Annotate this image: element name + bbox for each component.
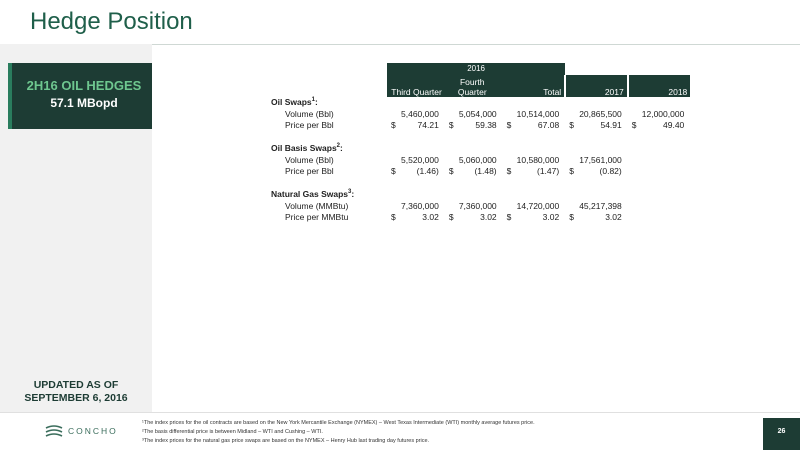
table-cell: 59.38 [475,120,497,131]
header-2017: 2017 [565,75,628,97]
currency-symbol [387,154,401,166]
currency-symbol: $ [569,212,574,223]
header-third-quarter: Third Quarter [387,75,445,97]
currency-symbol [445,200,459,212]
table-cell: 3.02 [422,212,439,223]
currency-symbol: $ [506,120,512,131]
header-2018: 2018 [628,75,691,97]
table-cell [642,154,691,166]
table-cell: 7,360,000 [458,200,497,211]
currency-symbol [628,212,642,224]
concho-logo-text: CONCHO [68,426,118,436]
table-cell: 3.02 [542,212,560,223]
section-label-colon: : [314,97,318,108]
section-spacer [263,177,690,189]
page-title: Hedge Position [30,8,193,35]
section-label-text: Oil Swaps [271,97,312,108]
table-cell [642,200,691,212]
section-header-row [263,97,690,109]
header-fourth-line1: Fourth [459,76,485,87]
currency-symbol [445,154,459,166]
section-footnote-marker: 2 [336,143,341,150]
currency-symbol [628,200,642,212]
table-row [263,166,690,178]
table-cell: 67.08 [537,120,560,131]
table-row [263,212,690,224]
updated-line-2: SEPTEMBER 6, 2016 [24,392,128,404]
table-cell: 5,520,000 [401,154,439,165]
table-cell: 74.21 [417,120,439,131]
concho-logo [44,424,124,440]
row-label: Volume (Bbl) [285,154,334,165]
currency-symbol [503,200,517,212]
updated-line-1: UPDATED AS OF [33,379,119,391]
table-body [263,97,690,224]
table-cell: 5,060,000 [458,154,497,165]
section-label [263,97,690,109]
hedge-summary-title: 2H16 OIL HEDGES [26,78,142,93]
section-label-text: Natural Gas Swaps [271,189,349,200]
section-label-text: Oil Basis Swaps [271,143,337,154]
table-cell: 45,217,398 [579,200,622,211]
section-label-colon: : [351,189,355,200]
header-total: Total [503,75,566,97]
header-year-row [263,63,690,75]
row-label: Price per MMBtu [285,212,349,223]
table-cell: 20,865,500 [579,108,622,119]
currency-symbol: $ [448,166,454,177]
section-label-colon: : [340,143,343,154]
table-cell: 14,720,000 [516,200,560,211]
currency-symbol [628,154,642,166]
table-cell: (0.82) [599,166,622,177]
currency-symbol: $ [506,212,512,223]
section-label [263,143,690,155]
header-fourth-quarter [445,75,503,97]
table-cell: 3.02 [480,212,497,223]
row-label: Volume (Bbl) [285,108,334,119]
section-footnote-marker: 3 [348,189,352,196]
table-row [263,120,690,132]
currency-symbol: $ [506,166,512,177]
currency-symbol [628,166,642,178]
header-fourth-line2: Quarter [457,86,487,97]
table-cell: 5,054,000 [458,108,497,119]
footnotes [142,419,742,446]
table-cell: 54.91 [600,120,622,131]
table-cell: (1.46) [416,166,439,177]
updated-date-note [0,379,152,405]
table-cell: 10,514,000 [516,108,560,119]
currency-symbol: $ [391,120,396,131]
table-cell: 5,460,000 [401,108,439,119]
header-year-2016: 2016 [387,63,565,75]
page-number: 26 [763,418,800,450]
currency-symbol [445,108,459,120]
currency-symbol: $ [631,120,637,131]
currency-symbol [387,108,401,120]
currency-symbol [565,108,579,120]
table-cell: 10,580,000 [516,154,560,165]
currency-symbol: $ [569,166,574,177]
currency-symbol [387,200,401,212]
section-footnote-marker: 1 [311,97,315,104]
section-spacer [263,131,690,143]
table-cell: 7,360,000 [401,200,439,211]
hedge-summary-volume: 57.1 MBopd [50,96,118,110]
table-cell [642,212,691,224]
currency-symbol: $ [391,212,396,223]
table-cell: 3.02 [605,212,622,223]
currency-symbol: $ [448,120,454,131]
hedge-summary-box [8,63,152,129]
footnote-2: ²The basis differential price is between Midland – WTI and Cushing – WTI. [142,429,323,435]
table-cell: (1.47) [536,166,560,177]
table-row [263,108,690,120]
row-label: Price per Bbl [285,120,334,131]
table-cell: (1.48) [474,166,497,177]
row-label: Price per Bbl [285,166,334,177]
table-row [263,154,690,166]
currency-symbol [503,154,517,166]
section-header-row [263,189,690,201]
footnote-1: ¹The index prices for the oil contracts are based on the New York Mercantile Exchange (NYMEX) – West Texas Intermediate (WTI) monthly average futures price. [142,420,535,426]
table-cell: 49.40 [663,120,685,131]
footnote-3: ³The index prices for the natural gas price swaps are based on the NYMEX – Henry Hub last trading day futures price. [142,438,430,444]
currency-symbol [503,108,517,120]
currency-symbol: $ [391,166,396,177]
table-cell: 17,561,000 [579,154,622,165]
concho-logo-icon [44,424,64,440]
currency-symbol [628,108,642,120]
table-row [263,200,690,212]
header-column-row [263,75,690,97]
currency-symbol: $ [569,120,574,131]
section-header-row [263,143,690,155]
table-cell: 12,000,000 [641,108,685,119]
row-label: Volume (MMBtu) [285,200,349,211]
currency-symbol [565,154,579,166]
section-label [263,189,690,201]
hedge-position-table [263,63,690,223]
currency-symbol: $ [448,212,454,223]
table-cell [642,166,691,178]
currency-symbol [565,200,579,212]
